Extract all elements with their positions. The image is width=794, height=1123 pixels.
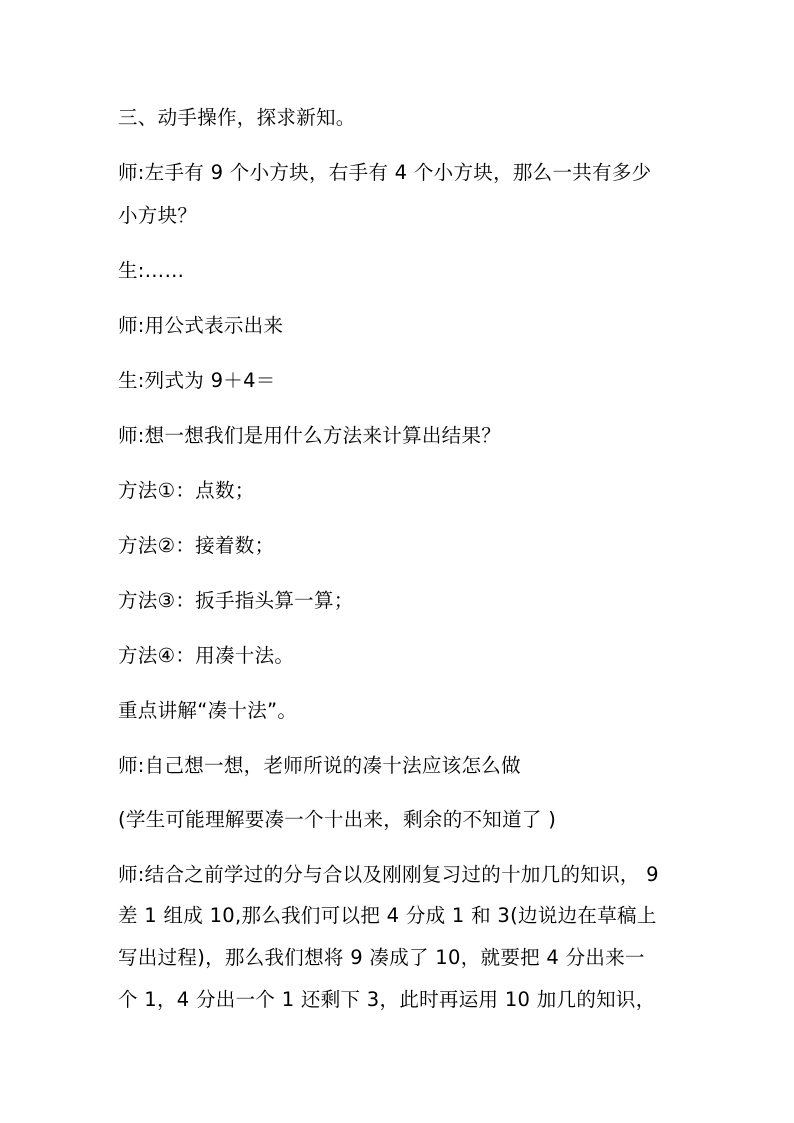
teacher-prompt: 师:用公式表示出来 [118, 314, 284, 337]
method-3: 方法③：扳手指头算一算； [118, 589, 354, 612]
key-point: 重点讲解“凑十法”。 [118, 699, 298, 722]
method-4: 方法④：用凑十法。 [118, 644, 295, 667]
section-heading: 三、动手操作，探求新知。 [118, 106, 356, 129]
teacher-question-line-1: 师:左手有 9 个小方块，右手有 4 个小方块，那么一共有多少 [118, 161, 652, 184]
student-note: (学生可能理解要凑一个十出来，剩余的不知道了 ) [118, 808, 557, 831]
teacher-explanation-line-3: 写出过程)，那么我们想将 9 凑成了 10，就要把 4 分出来一 [118, 946, 645, 969]
teacher-method-question: 师:想一想我们是用什么方法来计算出结果？ [118, 424, 502, 447]
method-1: 方法①：点数； [118, 479, 255, 502]
teacher-explanation-line-4: 个 1，4 分出一个 1 还剩下 3，此时再运用 10 加几的知识， [118, 988, 656, 1011]
student-equation: 生:列式为 9＋4＝ [118, 369, 276, 392]
teacher-question-line-2: 小方块？ [118, 204, 198, 227]
student-answer: 生:…… [118, 259, 185, 282]
method-2: 方法②：接着数； [118, 534, 275, 557]
teacher-explanation-line-1: 师:结合之前学过的分与合以及刚刚复习过的十加几的知识， 9 [118, 863, 659, 886]
teacher-think: 师:自己想一想，老师所说的凑十法应该怎么做 [118, 754, 521, 777]
teacher-explanation-line-2: 差 1 组成 10,那么我们可以把 4 分成 1 和 3(边说边在草稿上 [118, 904, 657, 927]
